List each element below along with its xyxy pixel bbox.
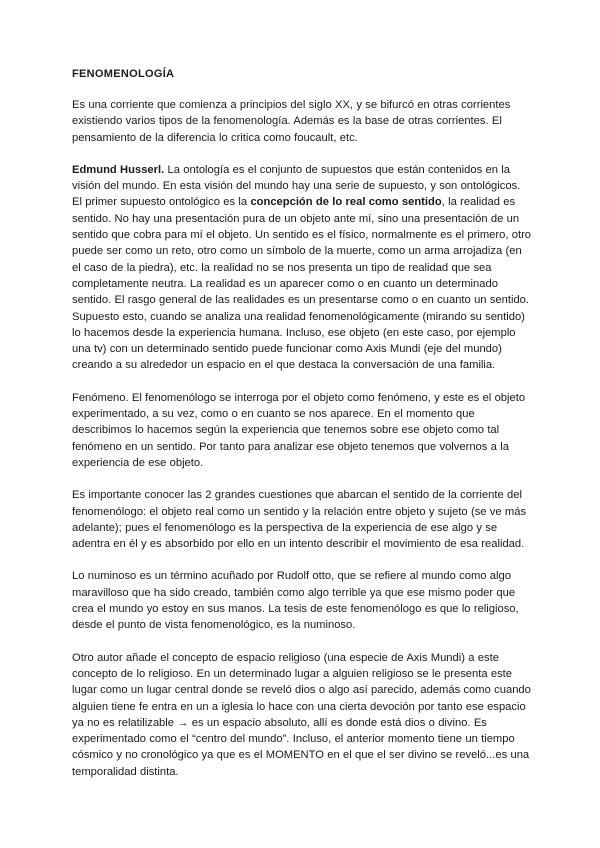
husserl-emphasis: concepción de lo real como sentido: [250, 196, 442, 209]
husserl-heading: Edmund Husserl.: [72, 163, 165, 176]
paragraph-espacio-religioso: Otro autor añade el concepto de espacio religioso (una especie de Axis Mundi) a este concepto de lo religioso. En un determinado lugar a alguien religioso se le presenta este lugar como un lugar central donde se reveló dios o algo así parecido, además como cuando alguien tiene fe entra en un a iglesia lo hace con una cierta devoción por tanto ese espacio ya no es relatilizable → es un espacio absoluto, allí es donde está dios o divino. Es experimentado como el “centro del mundo”. Incluso, el anterior momento tiene un tiempo cósmico y no cronológico ya que es el MOMENTO en el que el ser divino se reveló...es una temporalidad distinta.: [72, 651, 531, 778]
page-title: FENOMENOLOGÍA: [72, 68, 175, 80]
paragraph-husserl: [72, 162, 532, 374]
paragraph-fenomeno: Fenómeno. El fenomenólogo se interroga por el objeto como fenómeno, y este es el objeto experimentado, a su vez, como o en cuanto se nos aparece. En el momento que describimos lo hacemos según la experiencia que tenemos sobre ese objeto como tal fenómeno en un sentido. Por tanto para analizar ese objeto tenemos que volvernos a la experiencia de ese objeto.: [72, 391, 526, 469]
husserl-text-b: , la realidad es sentido. No hay una presentación pura de un objeto ante mí, sino una presentación de un sentido que cobra para mí el objeto. Un sentido es el físico, normalmente es el primero, otro puede ser como un reto, otro como un símbolo de la muerte, como un arma arrojadiza (en el caso de la piedra), etc. la realidad no se nos presenta un tipo de realidad que sea completamente neutra. La realidad es un aparecer como o en cuanto un determinado sentido. El rasgo general de las realidades es un presentarse como o en cuanto un sentido. Supuesto esto, cuando se analiza una realidad fenomenológicamente (mirando su sentido) lo hacemos desde la experiencia humana. Incluso, ese objeto (en este caso, por ejemplo una tv) con un determinado sentido puede funcionar como Axis Mundi (eje del mundo) creando a su alrededor un espacio en el que destaca la conversación de una familia.: [72, 196, 532, 372]
paragraph-numinoso: Lo numinoso es un término acuñado por Rudolf otto, que se refiere al mundo como algo maravilloso que ha sido creado, también como algo terrible ya que ese mismo poder que crea el mundo yo estoy en sus manos. La tesis de este fenomenólogo es que lo religioso, desde el punto de vista fenomenológico, es la numinoso.: [72, 570, 519, 632]
paragraph-intro: Es una corriente que comienza a principios del siglo XX, y se bifurcó en otras corrientes existiendo varios tipos de la fenomenología. Además es la base de otras corrientes. El pensamiento de la diferencia lo critica como foucault, etc.: [72, 99, 511, 144]
paragraph-cuestiones: Es importante conocer las 2 grandes cuestiones que abarcan el sentido de la corriente del fenomenólogo: el objeto real como un sentido y la relación entre objeto y sujeto (se ve más adelante); pues el fenomenólogo es la perspectiva de la experiencia de ese algo y se adentra en él y es absorbido por ello en un intento describir el movimiento de esa realidad.: [72, 489, 527, 551]
husserl-text-a: La ontología es el conjunto de supuestos que están contenidos en la visión del mundo. En esta visión del mundo hay una serie de supuesto, y son ontológicos. El primer supuesto ontológico es la: [72, 163, 521, 209]
